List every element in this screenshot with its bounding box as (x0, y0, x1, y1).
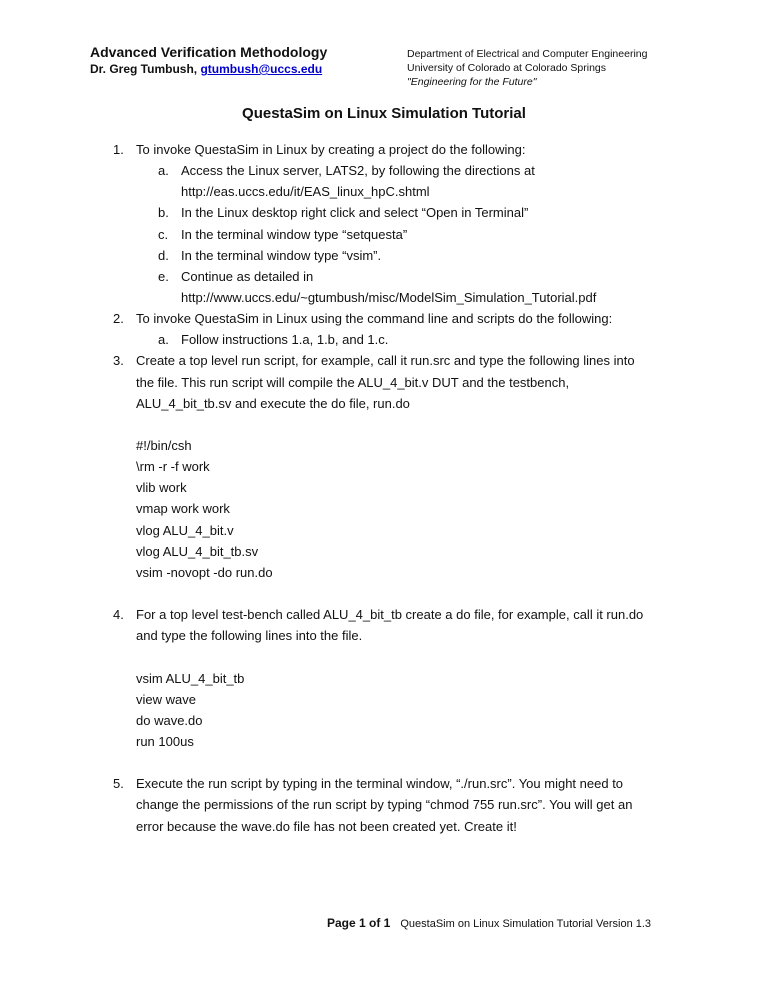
run-script-line (0, 520, 768, 541)
substep-1a-url (0, 181, 768, 202)
substep-label: c. (158, 226, 169, 242)
step-text: error because the wave.do file has not been created yet. Create it! (136, 818, 517, 834)
substep-1a (0, 160, 768, 181)
step-text: the file. This run script will compile the ALU_4_bit.v DUT and the testbench, (136, 374, 570, 390)
code-line: #!/bin/csh (136, 437, 192, 453)
step-3 (0, 350, 768, 371)
author-email-link[interactable]: gtumbush@uccs.edu (200, 62, 323, 76)
step-1 (0, 139, 768, 160)
page-number: Page 1 of 1 (327, 916, 391, 930)
substep-1e (0, 266, 768, 287)
step-number: 3. (113, 353, 124, 369)
substep-1c (0, 224, 768, 245)
substep-label: e. (158, 268, 169, 284)
code-line: vmap work work (136, 501, 230, 517)
substep-label: a. (158, 163, 169, 179)
step-4-continued (0, 625, 768, 646)
substep-url: http://eas.uccs.edu/it/EAS_linux_hpC.shtml (181, 184, 430, 200)
code-line: do wave.do (136, 712, 203, 728)
step-5-continued (0, 794, 768, 815)
substep-1b (0, 202, 768, 223)
run-script-line (0, 498, 768, 519)
substep-label: b. (158, 205, 169, 221)
do-file-line (0, 668, 768, 689)
step-text: ALU_4_bit_tb.sv and execute the do file, run.do (136, 395, 410, 411)
substep-url: http://www.uccs.edu/~gtumbush/misc/ModelSim_Simulation_Tutorial.pdf (181, 289, 597, 305)
substep-text: In the terminal window type “vsim”. (181, 247, 382, 263)
run-script-line (0, 477, 768, 498)
document-header-left (90, 43, 327, 77)
step-text: To invoke QuestaSim in Linux by creating a project do the following: (136, 142, 526, 157)
step-5 (0, 773, 768, 794)
university: University of Colorado at Colorado Springs (407, 62, 607, 74)
code-line: run 100us (136, 733, 194, 749)
substep-label: a. (158, 332, 169, 348)
step-number: 2. (113, 311, 124, 327)
code-line: \rm -r -f work (136, 459, 210, 475)
run-script-line (0, 541, 768, 562)
step-number: 5. (113, 776, 124, 792)
step-number: 4. (113, 607, 124, 623)
do-file-line (0, 710, 768, 731)
step-3-continued (0, 393, 768, 414)
page-footer (327, 914, 651, 933)
step-4 (0, 604, 768, 625)
step-text: change the permissions of the run script by typing “chmod 755 run.src”. You will get an (136, 797, 633, 813)
substep-text: In the terminal window type “setquesta” (181, 226, 408, 242)
department: Department of Electrical and Computer Engineering (407, 48, 648, 60)
do-file-line (0, 689, 768, 710)
step-text: Create a top level run script, for example, call it run.src and type the following lines into (136, 353, 635, 369)
substep-label: d. (158, 247, 169, 263)
document-title: QuestaSim on Linux Simulation Tutorial (242, 105, 526, 122)
step-text: For a top level test-bench called ALU_4_bit_tb create a do file, for example, call it run.do (136, 607, 644, 623)
step-text: and type the following lines into the file. (136, 628, 363, 644)
substep-text: Continue as detailed in (181, 268, 314, 284)
run-script-line (0, 456, 768, 477)
step-text: Execute the run script by typing in the terminal window, “./run.src”. You might need to (136, 776, 624, 792)
substep-1e-url (0, 287, 768, 308)
tutorial-body (0, 139, 768, 837)
run-script-line (0, 435, 768, 456)
code-line: vlib work (136, 480, 187, 496)
document-header-right (407, 47, 647, 89)
substep-1d (0, 245, 768, 266)
step-text: To invoke QuestaSim in Linux using the command line and scripts do the following: (136, 311, 613, 327)
code-line: vsim -novopt -do run.do (136, 564, 273, 580)
code-line: vsim ALU_4_bit_tb (136, 670, 245, 686)
substep-2a (0, 329, 768, 350)
author-name: Dr. Greg Tumbush, (90, 62, 201, 76)
author-line (90, 61, 327, 77)
step-number: 1. (113, 142, 124, 157)
substep-text: In the Linux desktop right click and select “Open in Terminal” (181, 205, 529, 221)
substep-text: Follow instructions 1.a, 1.b, and 1.c. (181, 332, 389, 348)
code-line: vlog ALU_4_bit.v (136, 522, 234, 538)
step-2 (0, 308, 768, 329)
code-line: vlog ALU_4_bit_tb.sv (136, 543, 259, 559)
substep-text: Access the Linux server, LATS2, by following the directions at (181, 163, 535, 179)
motto: "Engineering for the Future" (407, 76, 537, 88)
course-title: Advanced Verification Methodology (90, 44, 328, 60)
run-script-line (0, 562, 768, 583)
footer-doc-title: QuestaSim on Linux Simulation Tutorial Version 1.3 (400, 918, 652, 930)
code-line: view wave (136, 691, 196, 707)
step-3-continued (0, 372, 768, 393)
do-file-line (0, 731, 768, 752)
step-5-continued (0, 816, 768, 837)
